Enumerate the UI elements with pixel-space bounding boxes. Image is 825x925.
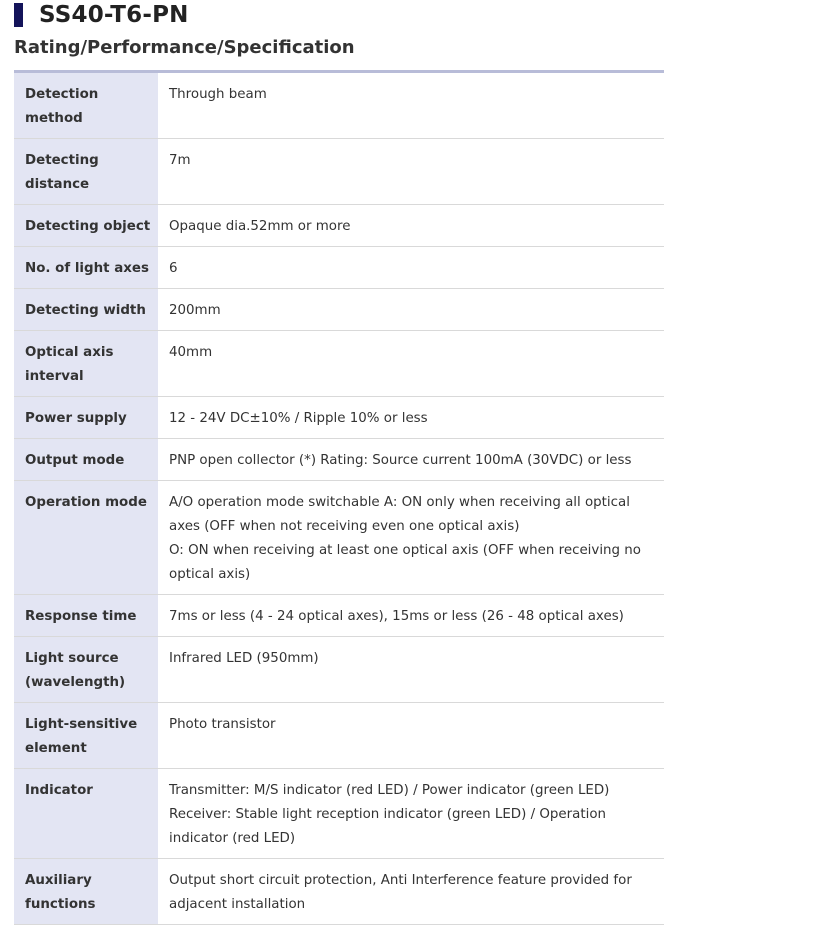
spec-value: 12 - 24V DC±10% / Ripple 10% or less [158, 397, 664, 439]
spec-value: PNP open collector (*) Rating: Source current 100mA (30VDC) or less [158, 439, 664, 481]
section-subtitle: Rating/Performance/Specification [14, 37, 355, 58]
title-accent-bar [14, 3, 23, 27]
page-title-block [14, 0, 189, 30]
spec-value: A/O operation mode switchable A: ON only when receiving all optical axes (OFF when not receiving even one optical axis) O: ON when receiving at least one optical axis (OFF when receiving no optical axis) [158, 481, 664, 595]
spec-row-light-source [14, 637, 664, 703]
spec-value: Infrared LED (950mm) [158, 637, 664, 703]
spec-label: Auxiliary functions [14, 859, 158, 925]
spec-row-auxiliary-functions [14, 859, 664, 925]
spec-row-response-time [14, 595, 664, 637]
spec-label: Detecting object [14, 205, 158, 247]
spec-value: 6 [158, 247, 664, 289]
spec-label: Detecting width [14, 289, 158, 331]
spec-row-detecting-distance [14, 139, 664, 205]
spec-label: No. of light axes [14, 247, 158, 289]
spec-label: Power supply [14, 397, 158, 439]
spec-label: Response time [14, 595, 158, 637]
spec-value: Transmitter: M/S indicator (red LED) / Power indicator (green LED) Receiver: Stable light reception indicator (green LED) / Operation indicator (red LED) [158, 769, 664, 859]
spec-value: 7m [158, 139, 664, 205]
spec-label: Light-sensitive element [14, 703, 158, 769]
spec-row-light-axes [14, 247, 664, 289]
spec-row-power-supply [14, 397, 664, 439]
spec-row-light-sensitive-element [14, 703, 664, 769]
spec-label: Optical axis interval [14, 331, 158, 397]
spec-table-container [14, 70, 664, 925]
spec-table [14, 73, 664, 925]
spec-value: Through beam [158, 73, 664, 139]
spec-label: Detecting distance [14, 139, 158, 205]
spec-label: Output mode [14, 439, 158, 481]
spec-value: 7ms or less (4 - 24 optical axes), 15ms or less (26 - 48 optical axes) [158, 595, 664, 637]
spec-value: 200mm [158, 289, 664, 331]
spec-label: Indicator [14, 769, 158, 859]
page-title: SS40-T6-PN [39, 2, 189, 28]
spec-label: Light source (wavelength) [14, 637, 158, 703]
spec-row-optical-axis-interval [14, 331, 664, 397]
spec-row-indicator [14, 769, 664, 859]
spec-label: Detection method [14, 73, 158, 139]
spec-row-detection-method [14, 73, 664, 139]
spec-row-operation-mode [14, 481, 664, 595]
spec-value: Output short circuit protection, Anti Interference feature provided for adjacent installation [158, 859, 664, 925]
spec-value: 40mm [158, 331, 664, 397]
spec-value: Opaque dia.52mm or more [158, 205, 664, 247]
spec-row-output-mode [14, 439, 664, 481]
spec-value: Photo transistor [158, 703, 664, 769]
spec-row-detecting-width [14, 289, 664, 331]
spec-label: Operation mode [14, 481, 158, 595]
spec-row-detecting-object [14, 205, 664, 247]
